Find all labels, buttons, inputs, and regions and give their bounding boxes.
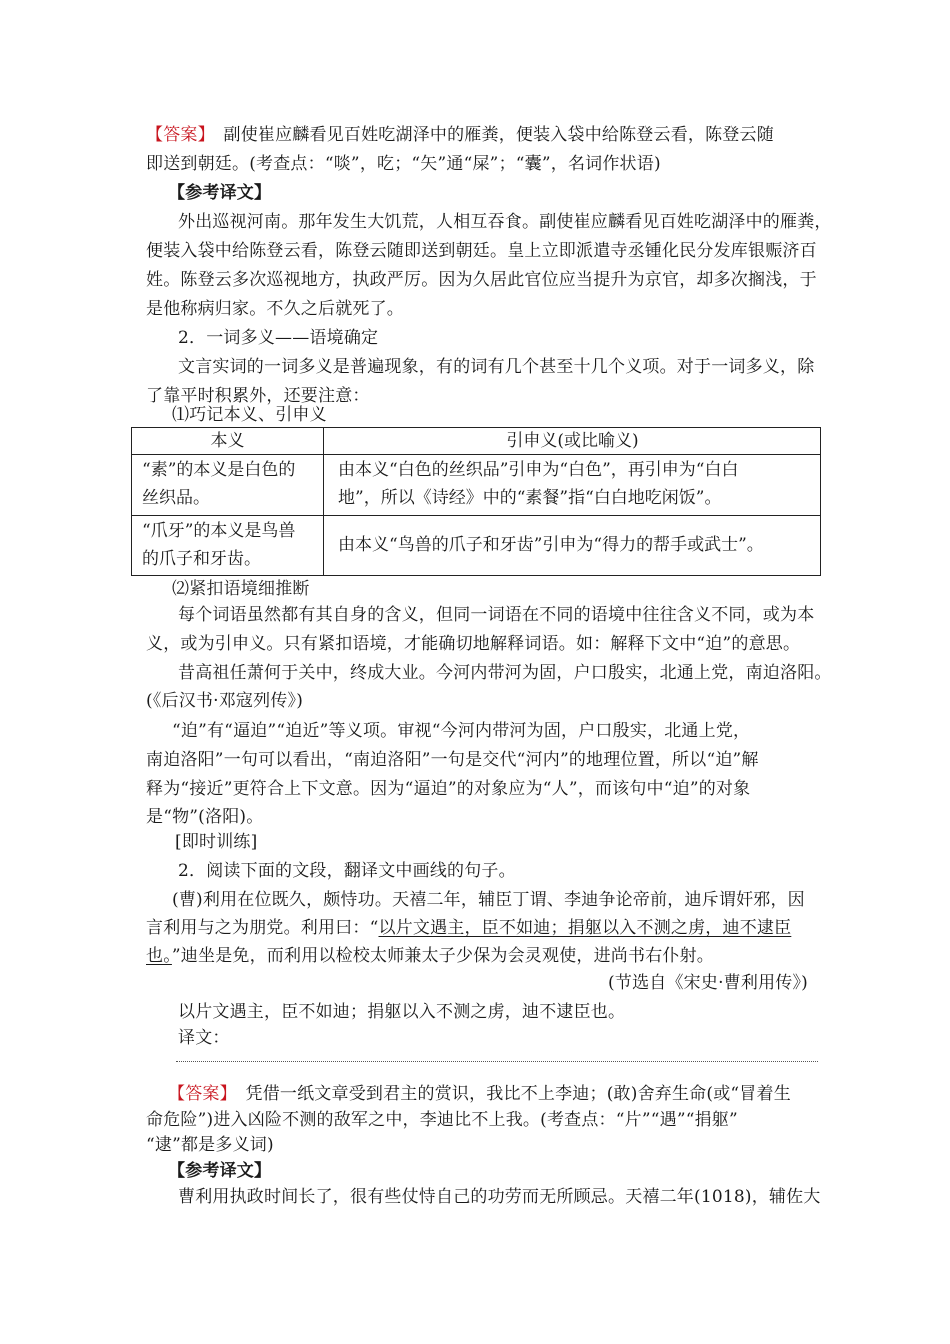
reference-translation-heading: 【参考译文】 xyxy=(168,183,272,203)
underlined-sentence: 以片文遇主，臣不如迪；捐躯以入不测之虏，迪不逮臣 xyxy=(378,918,792,938)
reference-translation-line: 姓。陈登云多次巡视地方，执政严厉。因为久居此官位应当提升为京官，却多次搁浅，于 xyxy=(146,270,817,290)
subsection-title: ⑴巧记本义、引申义 xyxy=(172,405,327,425)
answer-blank-line xyxy=(176,1061,818,1062)
section-intro-line: 了靠平时积累外，还要注意： xyxy=(146,386,370,406)
passage-line: (曹)利用在位既久，颇恃功。天禧二年，辅臣丁谓、李迪争论帝前，迪斥谓奸邪，因 xyxy=(172,890,805,910)
table-row-divider xyxy=(132,515,820,516)
answer-tag: 【答案】 xyxy=(146,125,207,145)
paragraph-line: 每个词语虽然都有其自身的含义，但同一词语在不同的语境中往往含义不同，或为本 xyxy=(178,605,815,625)
answer-2-line-2: 命危险”)进入凶险不测的敌军之中，李迪比不上我。(考查点：“片”“遇”“捐躯” xyxy=(146,1110,738,1130)
subsection-title: ⑵紧扣语境细推断 xyxy=(172,579,310,599)
reference-translation-line: 曹利用执政时间长了，很有些仗恃自己的功劳而无所顾忌。天禧二年(1018)，辅佐大 xyxy=(178,1187,821,1207)
table-row-divider xyxy=(132,454,820,455)
analysis-line: “迫”有“逼迫”“迫近”等义项。审视“今河内带河为固，户口殷实，北通上党， xyxy=(172,721,751,741)
table-header-original-meaning: 本义 xyxy=(210,431,245,451)
answer-1-line-2: 即送到朝廷。(考查点：“啖”，吃；“矢”通“屎”；“囊”，名词作状语) xyxy=(146,154,661,174)
practice-question: 2．阅读下面的文段，翻译文中画线的句子。 xyxy=(178,861,516,881)
section-title: 2．一词多义——语境确定 xyxy=(178,328,379,348)
table-cell-original: “素”的本义是白色的 xyxy=(142,460,296,480)
reference-translation-heading: 【参考译文】 xyxy=(168,1161,272,1181)
answer-1-line-1: 【答案】 副使崔应麟看见百姓吃湖泽中的雁粪，便装入袋中给陈登云看，陈登云随 xyxy=(146,125,774,145)
analysis-line: 释为“接近”更符合上下文意。因为“逼迫”的对象应为“人”，而该句中“迫”的对象 xyxy=(146,779,751,799)
answer-tag: 【答案】 xyxy=(168,1084,229,1104)
analysis-line: 是“物”(洛阳)。 xyxy=(146,807,264,827)
table-cell-extended: 由本义“白色的丝织品”引申为“白色”，再引申为“白白 xyxy=(338,460,739,480)
table-cell-original: 的爪子和牙齿。 xyxy=(142,549,261,569)
answer-2-line-3: “逮”都是多义词) xyxy=(146,1135,274,1155)
reference-translation-line: 外出巡视河南。那年发生大饥荒，人相互吞食。副使崔应麟看见百姓吃湖泽中的雁粪， xyxy=(178,212,832,232)
underlined-sentence: 也。 xyxy=(146,946,172,966)
meaning-table xyxy=(131,427,821,576)
table-cell-original: 丝织品。 xyxy=(142,488,210,508)
passage-source: (节选自《宋史·曹利用传》) xyxy=(608,973,808,993)
analysis-line: 南迫洛阳”一句可以看出，“南迫洛阳”一句是交代“河内”的地理位置，所以“迫”解 xyxy=(146,750,759,770)
answer-2-line-1: 【答案】 凭借一纸文章受到君主的赏识，我比不上李迪；(敢)舍弃生命(或“冒着生 xyxy=(168,1084,791,1104)
passage-line: 也。”迪坐是免，而利用以检校太师兼太子少保为会灵观使，进尚书右仆射。 xyxy=(146,946,714,966)
table-header-extended-meaning: 引申义(或比喻义) xyxy=(506,431,639,451)
reference-translation-line: 是他称病归家。不久之后就死了。 xyxy=(146,299,404,319)
paragraph-line: 义，或为引申义。只有紧扣语境，才能确切地解释词语。如：解释下文中“迫”的意思。 xyxy=(146,634,801,654)
table-cell-extended: 地”，所以《诗经》中的“素餐”指“白白地吃闲饭”。 xyxy=(338,488,722,508)
sentence-to-translate: 以片文遇主，臣不如迪；捐躯以入不测之虏，迪不逮臣也。 xyxy=(178,1002,626,1022)
example-line: 昔高祖任萧何于关中，终成大业。今河内带河为固，户口殷实，北通上党，南迫洛阳。 xyxy=(178,663,832,683)
example-source: (《后汉书·邓寇列传》) xyxy=(146,691,304,711)
section-intro-line: 文言实词的一词多义是普遍现象，有的词有几个甚至十几个义项。对于一词多义，除 xyxy=(178,357,815,377)
reference-translation-line: 便装入袋中给陈登云看，陈登云随即送到朝廷。皇上立即派遣寺丞锺化民分发库银赈济百 xyxy=(146,241,817,261)
table-cell-original: “爪牙”的本义是鸟兽 xyxy=(142,521,296,541)
translation-label: 译文： xyxy=(178,1028,230,1048)
passage-line: 言利用与之为朋党。利用曰：“以片文遇主，臣不如迪；捐躯以入不测之虏，迪不逮臣 xyxy=(146,918,792,938)
table-cell-extended: 由本义“鸟兽的爪子和牙齿”引申为“得力的帮手或武士”。 xyxy=(338,535,764,555)
practice-heading: [即时训练] xyxy=(175,832,258,852)
